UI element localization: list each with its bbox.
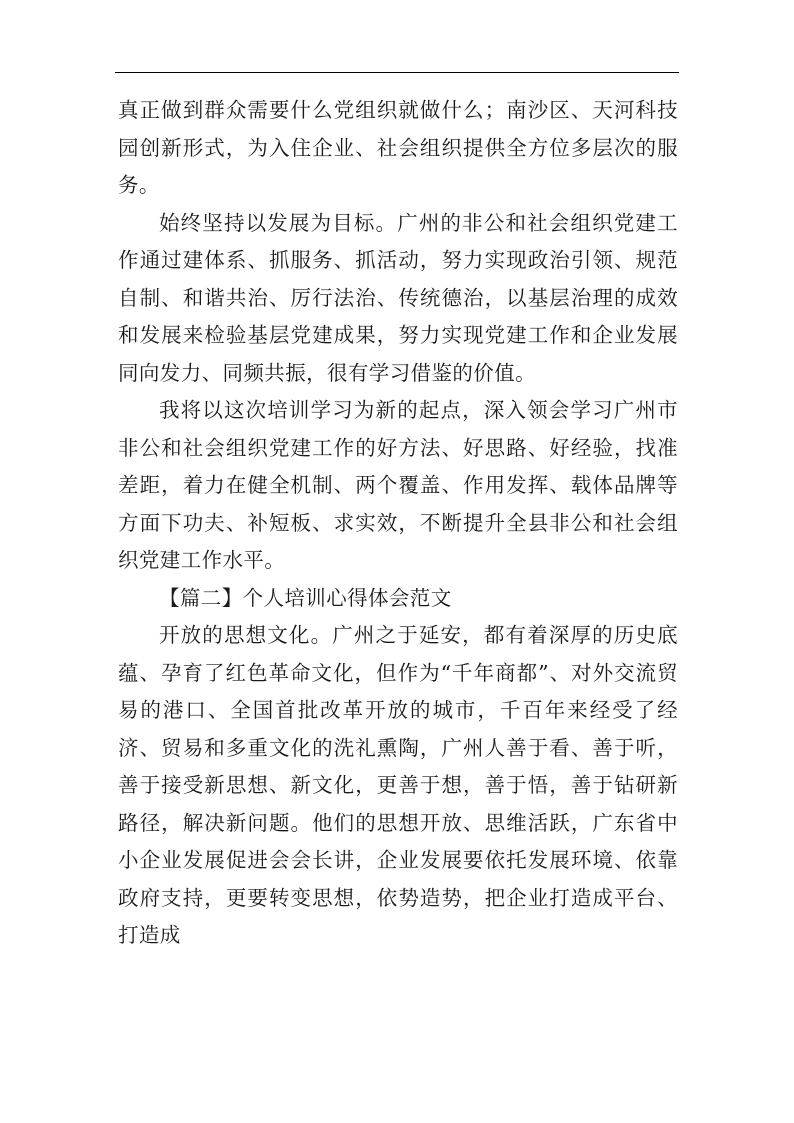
paragraph-open-culture: 开放的思想文化。广州之于延安，都有着深厚的历史底蕴、孕育了红色革命文化，但作为“千年商都”、对外交流贸易的港口、全国首批改革开放的城市，千百年来经受了经济、贸易和多重文化的洗礼熏陶，广州人善于看、善于听，善于接受新思想、新文化，更善于想，善于悟，善于钻研新路径，解决新问题。他们的思想开放、思维活跃，广东省中小企业发展促进会会长讲，企业发展要依托发展环境、依靠政府支持，更要转变思想，依势造势，把企业打造成平台、打造成 [118, 623, 678, 947]
section-heading: 【篇二】个人培训心得体会范文 [159, 585, 452, 610]
document-body [118, 92, 678, 955]
header-rule [115, 72, 679, 73]
paragraph-continuation: 真正做到群众需要什么党组织就做什么；南沙区、天河科技园创新形式，为入住企业、社会组织提供全方位多层次的服务。 [118, 98, 678, 197]
paragraph-development-goal: 始终坚持以发展为目标。广州的非公和社会组织党建工作通过建体系、抓服务、抓活动，努力实现政治引领、规范自制、和谐共治、厉行法治、传统德治，以基层治理的成效和发展来检验基层党建成果，努力实现党建工作和企业发展同向发力、同频共振，很有学习借鉴的价值。 [118, 210, 678, 385]
paragraph-training-commitment: 我将以这次培训学习为新的起点，深入领会学习广州市非公和社会组织党建工作的好方法、好思路、好经验，找准差距，着力在健全机制、两个覆盖、作用发挥、载体品牌等方面下功夫、补短板、求实效，不断提升全县非公和社会组织党建工作水平。 [118, 398, 678, 572]
